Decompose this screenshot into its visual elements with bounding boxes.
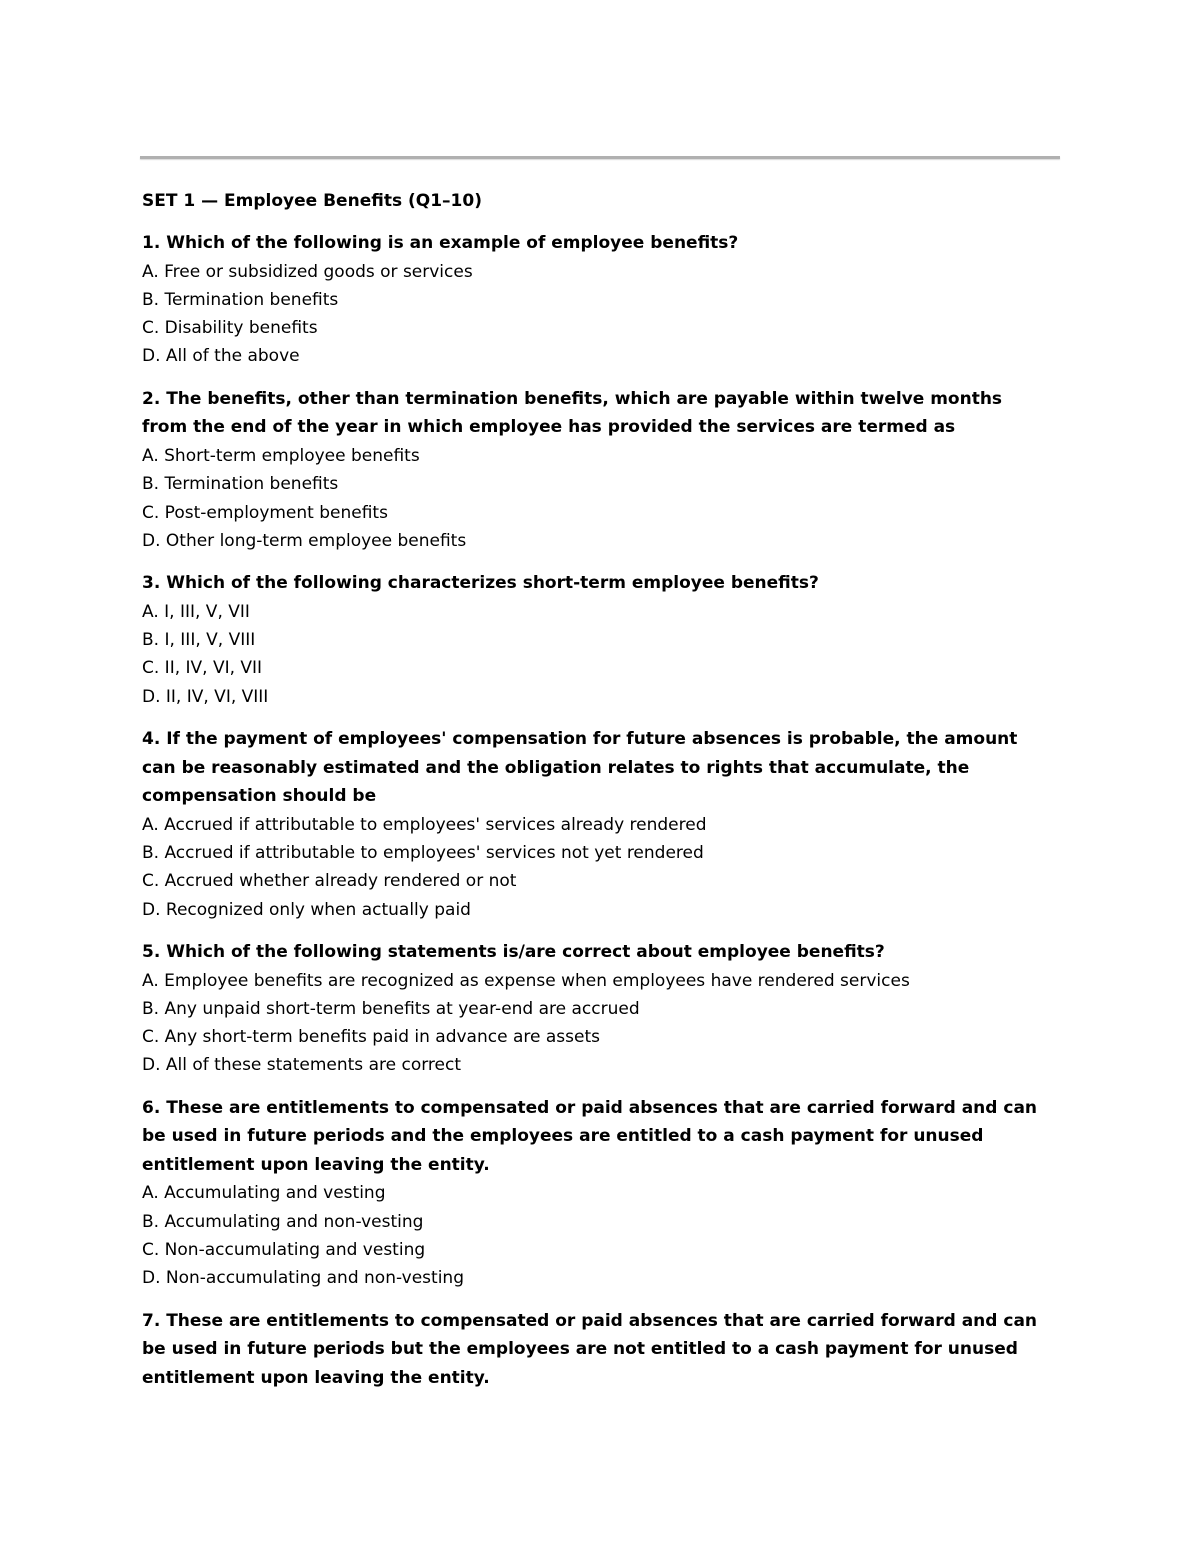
choice-d: D. Other long-term employee benefits (142, 530, 467, 551)
choice-c: C. Accrued whether already rendered or not (142, 871, 517, 892)
choice-c: C. Any short-term benefits paid in advance are assets (142, 1027, 600, 1048)
question-1 (142, 229, 1047, 371)
question-2 (142, 385, 1047, 555)
choice-a: A. Employee benefits are recognized as expense when employees have rendered services (142, 970, 910, 991)
choice-c: C. II, IV, VI, VII (142, 658, 263, 679)
question-5 (142, 938, 1047, 1080)
quiz-content (142, 187, 1047, 1406)
question-text: 1. Which of the following is an example of employee benefits? (142, 233, 739, 253)
choice-a: A. Short-term employee benefits (142, 445, 420, 466)
choice-a: A. Free or subsidized goods or services (142, 261, 473, 282)
choice-c: C. Post-employment benefits (142, 502, 388, 523)
question-text: 2. The benefits, other than termination benefits, which are payable within twelve months from the end of the year in which employee has provided the services are termed as (142, 388, 1003, 438)
set-title: SET 1 — Employee Benefits (Q1–10) (142, 191, 482, 211)
question-text: 4. If the payment of employees' compensation for future absences is probable, the amount can be reasonably estimated and the obligation relates to rights that accumulate, the compensation should be (142, 728, 1018, 807)
choice-b: B. Termination benefits (142, 289, 339, 310)
question-text: 6. These are entitlements to compensated or paid absences that are carried forward and can be used in future periods and the employees are entitled to a cash payment for unused entitlement upon leaving the entity. (142, 1097, 1038, 1175)
question-6 (142, 1094, 1047, 1293)
choice-b: B. Accrued if attributable to employees' services not yet rendered (142, 843, 704, 864)
choice-b: B. I, III, V, VIII (142, 630, 256, 651)
choice-a: A. I, III, V, VII (142, 601, 250, 622)
choice-b: B. Accumulating and non-vesting (142, 1211, 424, 1232)
choice-d: D. All of the above (142, 346, 300, 367)
choice-d: D. Recognized only when actually paid (142, 899, 471, 920)
question-text: 5. Which of the following statements is/are correct about employee benefits? (142, 941, 885, 962)
choice-b: B. Termination benefits (142, 474, 339, 495)
question-text: 3. Which of the following characterizes short-term employee benefits? (142, 573, 819, 594)
choice-d: D. II, IV, VI, VIII (142, 686, 269, 707)
choice-d: D. All of these statements are correct (142, 1055, 461, 1076)
question-3 (142, 569, 1047, 711)
choice-b: B. Any unpaid short-term benefits at year-end are accrued (142, 998, 640, 1019)
choice-c: C. Disability benefits (142, 318, 318, 339)
question-4 (142, 725, 1047, 924)
choice-a: A. Accumulating and vesting (142, 1183, 386, 1204)
choice-a: A. Accrued if attributable to employees' services already rendered (142, 814, 707, 835)
header-divider (140, 156, 1060, 159)
choice-d: D. Non-accumulating and non-vesting (142, 1268, 464, 1289)
question-text: 7. These are entitlements to compensated or paid absences that are carried forward and can be used in future periods but the employees are not entitled to a cash payment for unused entitlement upon leaving the entity. (142, 1310, 1038, 1388)
choice-c: C. Non-accumulating and vesting (142, 1240, 426, 1261)
question-7 (142, 1307, 1047, 1393)
